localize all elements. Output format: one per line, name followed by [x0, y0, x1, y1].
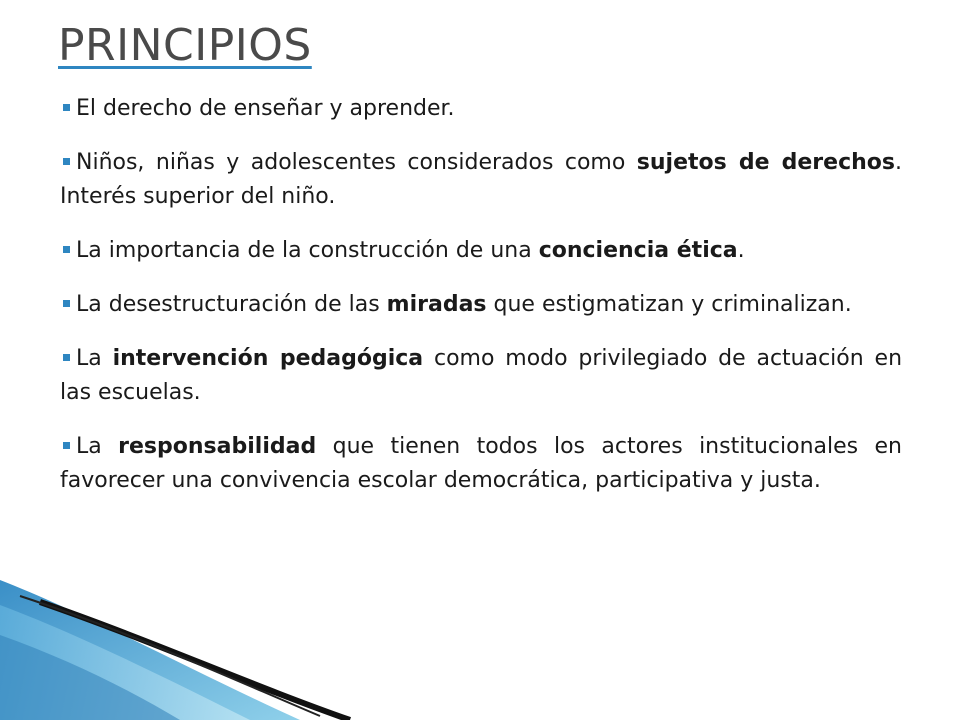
- item-text: .: [737, 238, 745, 263]
- item-text: que estigmatizan y criminalizan.: [486, 292, 852, 317]
- bullet-icon: [63, 158, 70, 165]
- item-text: La desestructuración de las: [76, 292, 387, 317]
- item-emphasis: intervención pedagógica: [112, 346, 424, 371]
- list-item: [60, 146, 902, 214]
- bullet-icon: [63, 300, 70, 307]
- item-emphasis: sujetos de derechos: [636, 150, 895, 175]
- principles-list: [60, 92, 902, 518]
- bullet-icon: [63, 354, 70, 361]
- bullet-icon: [63, 442, 70, 449]
- item-text: La importancia de la construcción de una: [76, 238, 539, 263]
- item-text: . Interés superior del niño.: [60, 150, 902, 209]
- list-item: [60, 430, 902, 498]
- bullet-icon: [63, 104, 70, 111]
- list-item: [60, 342, 902, 410]
- list-item: [60, 288, 902, 322]
- list-item: [60, 234, 902, 268]
- decorative-wave: [0, 580, 360, 720]
- item-text: El derecho de enseñar y aprender.: [76, 96, 455, 121]
- bullet-icon: [63, 246, 70, 253]
- item-text: que tienen todos los actores institucionales en favorecer una convivencia escolar democrática, participativa y justa.: [60, 434, 902, 493]
- item-text: La: [76, 434, 119, 459]
- item-emphasis: miradas: [386, 292, 487, 317]
- item-emphasis: responsabilidad: [118, 434, 317, 459]
- list-item: [60, 92, 902, 126]
- item-emphasis: conciencia ética: [538, 238, 738, 263]
- slide-title: PRINCIPIOS: [58, 20, 312, 71]
- item-text: Niños, niñas y adolescentes considerados como: [76, 150, 637, 175]
- item-text: La: [76, 346, 113, 371]
- item-text: como modo privilegiado de actuación en las escuelas.: [60, 346, 903, 405]
